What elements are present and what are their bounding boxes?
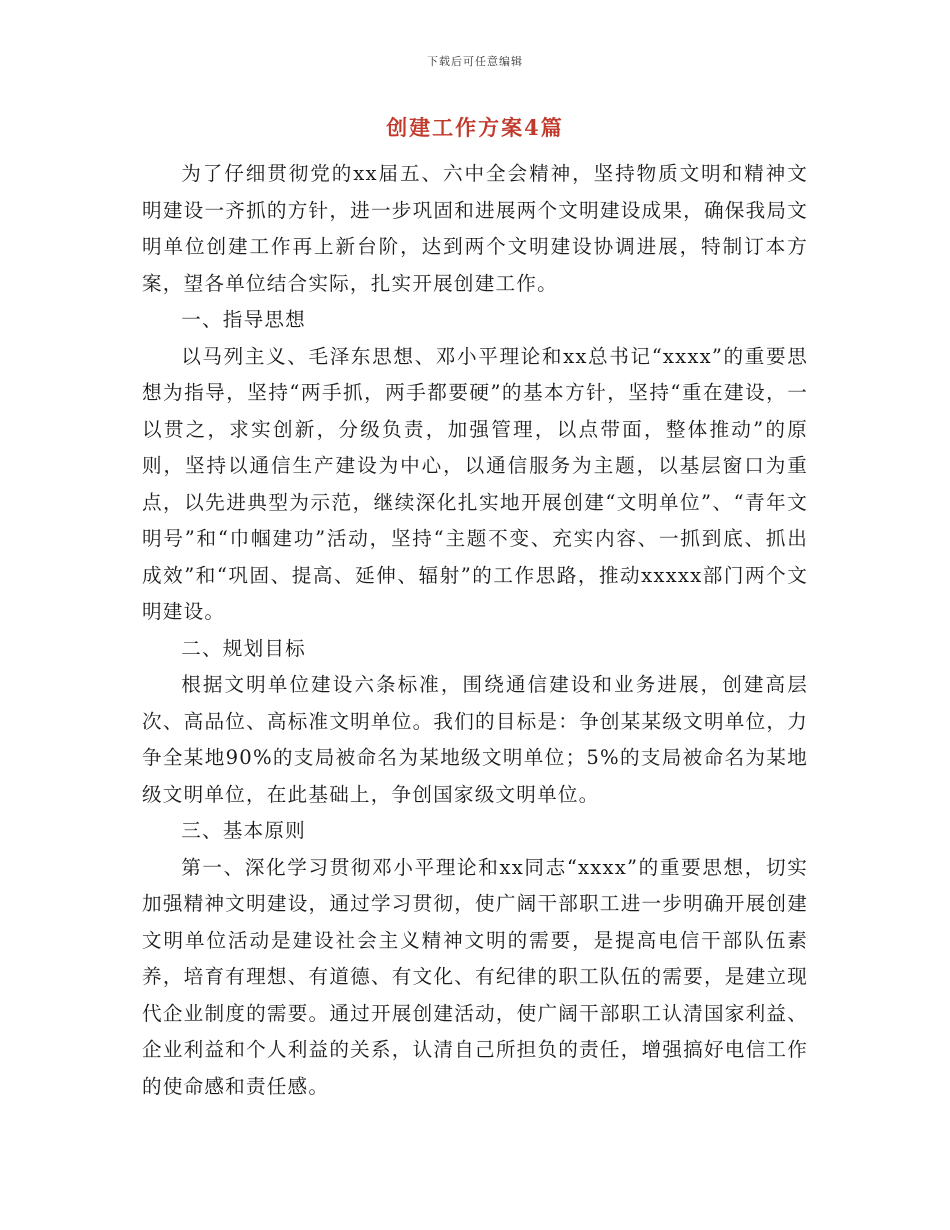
header-note: 下载后可任意编辑 bbox=[427, 55, 523, 68]
document-body bbox=[142, 156, 808, 1105]
paragraph-planning-goals: 根据文明单位建设六条标准，围绕通信建设和业务进展，创建高层次、高品位、高标准文明单位。我们的目标是：争创某某级文明单位，力争全某地90%的支局被命名为某地级文明单位；5%的支局被命名为某地级文明单位，在此基础上，争创国家级文明单位。 bbox=[142, 673, 808, 806]
heading-planning-goals: 二、规划目标 bbox=[181, 636, 306, 660]
heading-guiding-ideology: 一、指导思想 bbox=[181, 308, 306, 331]
paragraph-guiding-ideology: 以马列主义、毛泽东思想、邓小平理论和xx总书记“xxxx”的重要思想为指导，坚持“两手抓，两手都要硬”的基本方针，坚持“重在建设，一以贯之，求实创新，分级负责，加强管理，以点带面，整体推动”的原则，坚持以通信生产建设为中心，以通信服务为主题，以基层窗口为重点，以先进典型为示范，继续深化扎实地开展创建“文明单位”、“青年文明号”和“巾帼建功”活动，坚持“主题不变、充实内容、一抓到底、抓出成效”和“巩固、提高、延伸、辐射”的工作思路，推动xxxxx部门两个文明建设。 bbox=[142, 344, 808, 623]
paragraph-basic-principles: 第一、深化学习贯彻邓小平理论和xx同志“xxxx”的重要思想，切实加强精神文明建设，通过学习贯彻，使广阔干部职工进一步明确开展创建文明单位活动是建设社会主义精神文明的需要，是提高电信干部队伍素养，培育有理想、有道德、有文化、有纪律的职工队伍的需要，是建立现代企业制度的需要。通过开展创建活动，使广阔干部职工认清国家利益、企业利益和个人利益的关系，认清自己所担负的责任，增强搞好电信工作的使命感和责任感。 bbox=[142, 855, 808, 1098]
heading-basic-principles: 三、基本原则 bbox=[181, 819, 306, 842]
document-title: 创建工作方案4篇 bbox=[386, 115, 564, 140]
paragraph-intro: 为了仔细贯彻党的xx届五、六中全会精神，坚持物质文明和精神文明建设一齐抓的方针，进一步巩固和进展两个文明建设成果，确保我局文明单位创建工作再上新台阶，达到两个文明建设协调进展，特制订本方案，望各单位结合实际，扎实开展创建工作。 bbox=[142, 162, 808, 295]
